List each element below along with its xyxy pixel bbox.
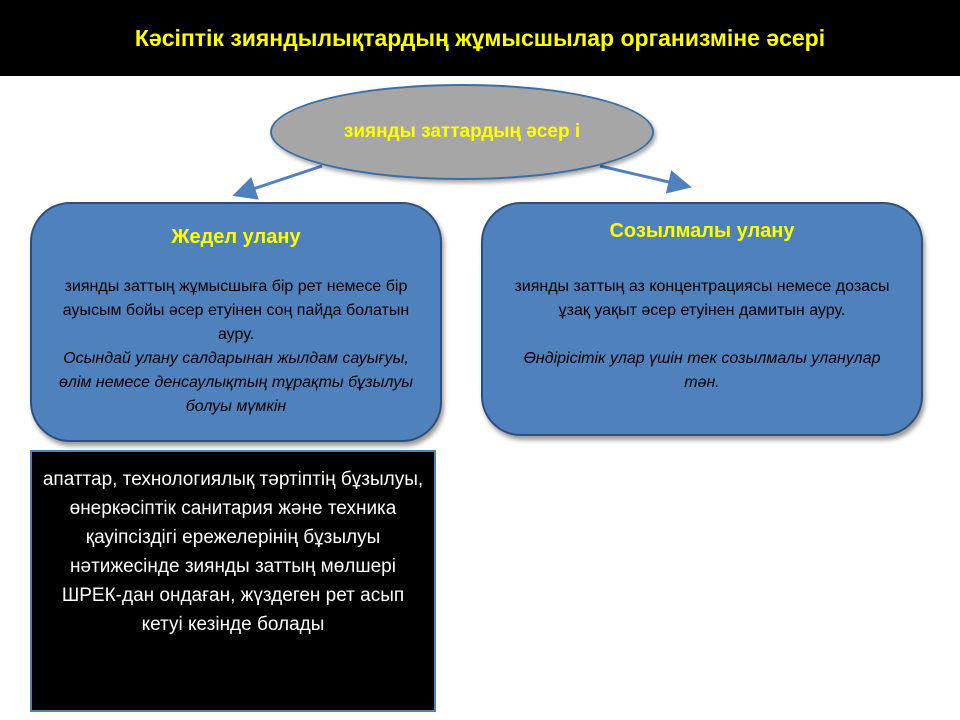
acute-note: Осындай улану салдарынан жылдам сауығуы, өлім немесе денсаулықтың тұрақты бұзылуы болуы мүмкін [59, 350, 413, 415]
chronic-description: зиянды заттың аз концентрациясы немесе дозасы ұзақ уақыт әсер етуінен дамитын ауру. [514, 278, 890, 319]
acute-description: зиянды заттың жұмысшыға бір рет немесе бір ауысым бойы әсер етуінен соң пайда болатын ауру. [62, 278, 410, 343]
arrow-to-chronic [600, 166, 686, 186]
causes-box [30, 450, 436, 712]
center-label: зиянды заттардың әсер і [343, 121, 581, 142]
acute-poisoning-box [30, 202, 442, 442]
chronic-note: Өндірісітік улар үшін тек созылмалы уланулар тән. [523, 350, 881, 391]
slide-title-bar [0, 0, 960, 76]
causes-text: апаттар, технологиялық тәртіптің бұзылуы, өнеркәсіптік санитария және техника қауіпсіздігі ережелерінің бұзылуы нәтижесінде зиянды заттың мөлшері ШРЕК-дан ондаған, жүздеген рет асып кетуі кезінде болады [42, 469, 424, 635]
chronic-title: Созылмалы улану [609, 220, 795, 242]
arrow-to-acute [238, 166, 322, 194]
slide-title: Кәсіптік зияндылықтардың жұмысшылар организміне әсері [134, 24, 826, 51]
center-ellipse [270, 84, 654, 180]
acute-title: Жедел улану [171, 226, 301, 248]
chronic-poisoning-box [481, 202, 923, 436]
